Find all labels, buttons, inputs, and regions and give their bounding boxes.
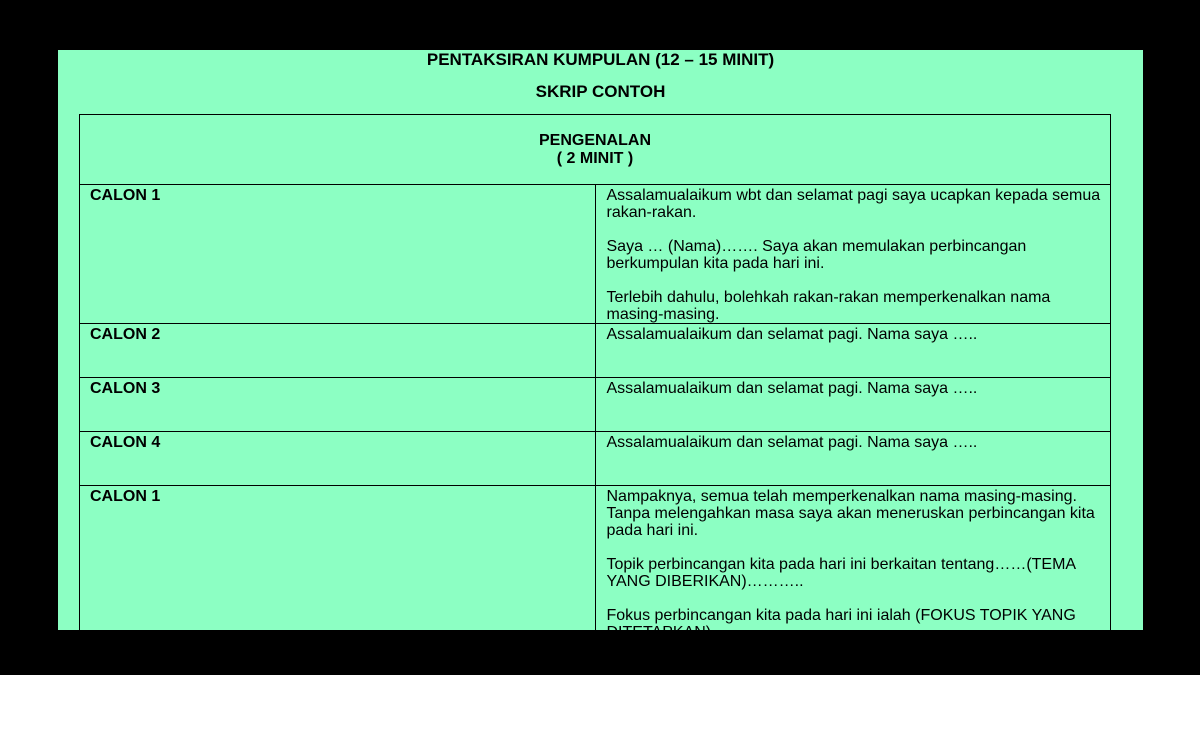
slide — [58, 50, 1143, 641]
script-line: Assalamualaikum dan selamat pagi. Nama saya ….. — [606, 326, 978, 343]
document-title: PENTAKSIRAN KUMPULAN (12 – 15 MINIT) — [426, 50, 775, 69]
document-subtitle: SKRIP CONTOH — [535, 82, 666, 101]
section-title: PENGENALAN — [538, 132, 651, 149]
candidate-script — [595, 185, 1111, 324]
table-row — [80, 378, 1111, 432]
candidate-label: CALON 1 — [80, 486, 596, 642]
script-line: Assalamualaikum dan selamat pagi. Nama saya ….. — [606, 380, 978, 397]
table-row — [80, 185, 1111, 324]
section-duration: ( 2 MINIT ) — [556, 150, 634, 167]
candidate-label: CALON 4 — [80, 432, 596, 486]
script-table — [79, 114, 1111, 642]
section-header-cell — [80, 115, 1111, 185]
candidate-script — [595, 378, 1111, 432]
table-row — [80, 324, 1111, 378]
candidate-label: CALON 1 — [80, 185, 596, 324]
script-line: Assalamualaikum wbt dan selamat pagi saya ucapkan kepada semua rakan-rakan. — [606, 187, 1101, 221]
script-line: Topik perbincangan kita pada hari ini berkaitan tentang……(TEMA YANG DIBERIKAN)……….. — [606, 556, 1076, 590]
candidate-script — [595, 432, 1111, 486]
script-line: Assalamualaikum dan selamat pagi. Nama saya ….. — [606, 434, 978, 451]
script-line: Fokus perbincangan kita pada hari ini ialah (FOKUS TOPIK YANG DITETAPKAN) — [606, 607, 1076, 641]
candidate-script — [595, 486, 1111, 642]
candidate-label: CALON 3 — [80, 378, 596, 432]
table-row — [80, 432, 1111, 486]
script-line: Saya … (Nama)……. Saya akan memulakan perbincangan berkumpulan kita pada hari ini. — [606, 238, 1027, 272]
section-header-row — [80, 115, 1111, 185]
table-row — [80, 486, 1111, 642]
script-line: Terlebih dahulu, bolehkah rakan-rakan memperkenalkan nama masing-masing. — [606, 289, 1051, 323]
candidate-script — [595, 324, 1111, 378]
candidate-label: CALON 2 — [80, 324, 596, 378]
script-line: Nampaknya, semua telah memperkenalkan nama masing-masing. Tanpa melengahkan masa saya akan meneruskan perbincangan kita pada hari ini. — [606, 488, 1095, 539]
